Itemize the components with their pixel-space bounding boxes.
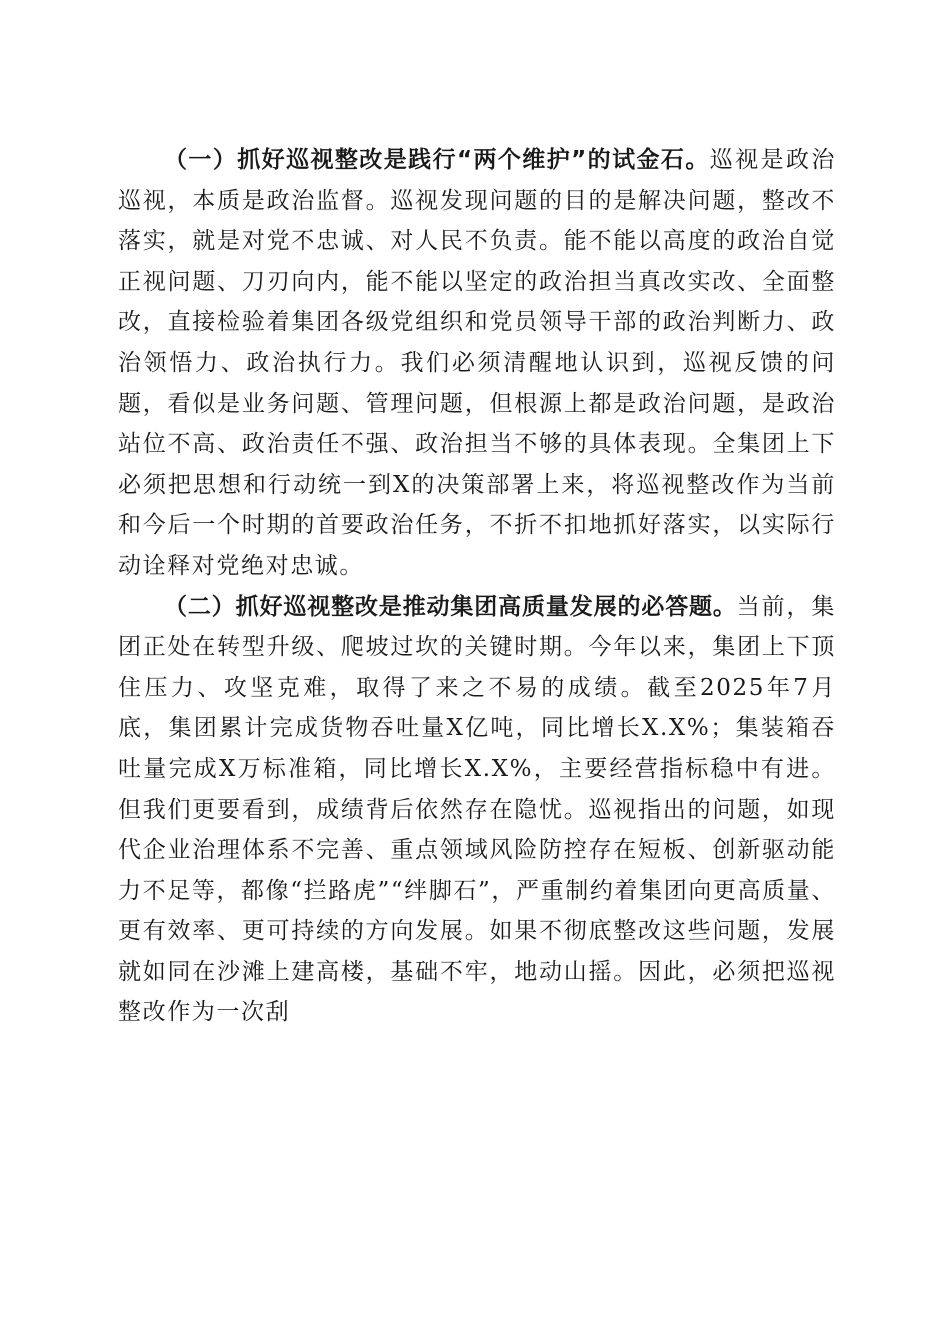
paragraph-2 [118, 587, 836, 1034]
paragraph-1 [118, 140, 836, 587]
section-heading-2: （二）抓好巡视整改是推动集团高质量发展的必答题。 [164, 593, 737, 620]
section-heading-1: （一）抓好巡视整改是践行“两个维护”的试金石。 [164, 147, 710, 173]
paragraph-1-body: 巡视是政治巡视，本质是政治监督。巡视发现问题的目的是解决问题，整改不落实，就是对党不忠诚、对人民不负责。能不能以高度的政治自觉正视问题、刀刃向内，能不能以坚定的政治担当真改实改、全面整改，直接检验着集团各级党组织和党员领导干部的政治判断力、政治领悟力、政治执行力。我们必须清醒地认识到，巡视反馈的问题，看似是业务问题、管理问题，但根源上都是政治问题，是政治站位不高、政治责任不强、政治担当不够的具体表现。全集团上下必须把思想和行动统一到X的决策部署上来，将巡视整改作为当前和今后一个时期的首要政治任务，不折不扣地抓好落实，以实际行动诠释对党绝对忠诚。 [118, 147, 836, 579]
paragraph-2-body: 当前，集团正处在转型升级、爬坡过坎的关键时期。今年以来，集团上下顶住压力、攻坚克难，取得了来之不易的成绩。截至2025年7月底，集团累计完成货物吞吐量X亿吨，同比增长X.X%；集装箱吞吐量完成X万标准箱，同比增长X.X%，主要经营指标稳中有进。但我们更要看到，成绩背后依然存在隐忧。巡视指出的问题，如现代企业治理体系不完善、重点领域风险防控存在短板、创新驱动能力不足等，都像“拦路虎”“绊脚石”，严重制约着集团向更高质量、更有效率、更可持续的方向发展。如果不彻底整改这些问题，发展就如同在沙滩上建高楼，基础不牢，地动山摇。因此，必须把巡视整改作为一次刮 [118, 593, 836, 1026]
document-page [118, 140, 836, 1033]
